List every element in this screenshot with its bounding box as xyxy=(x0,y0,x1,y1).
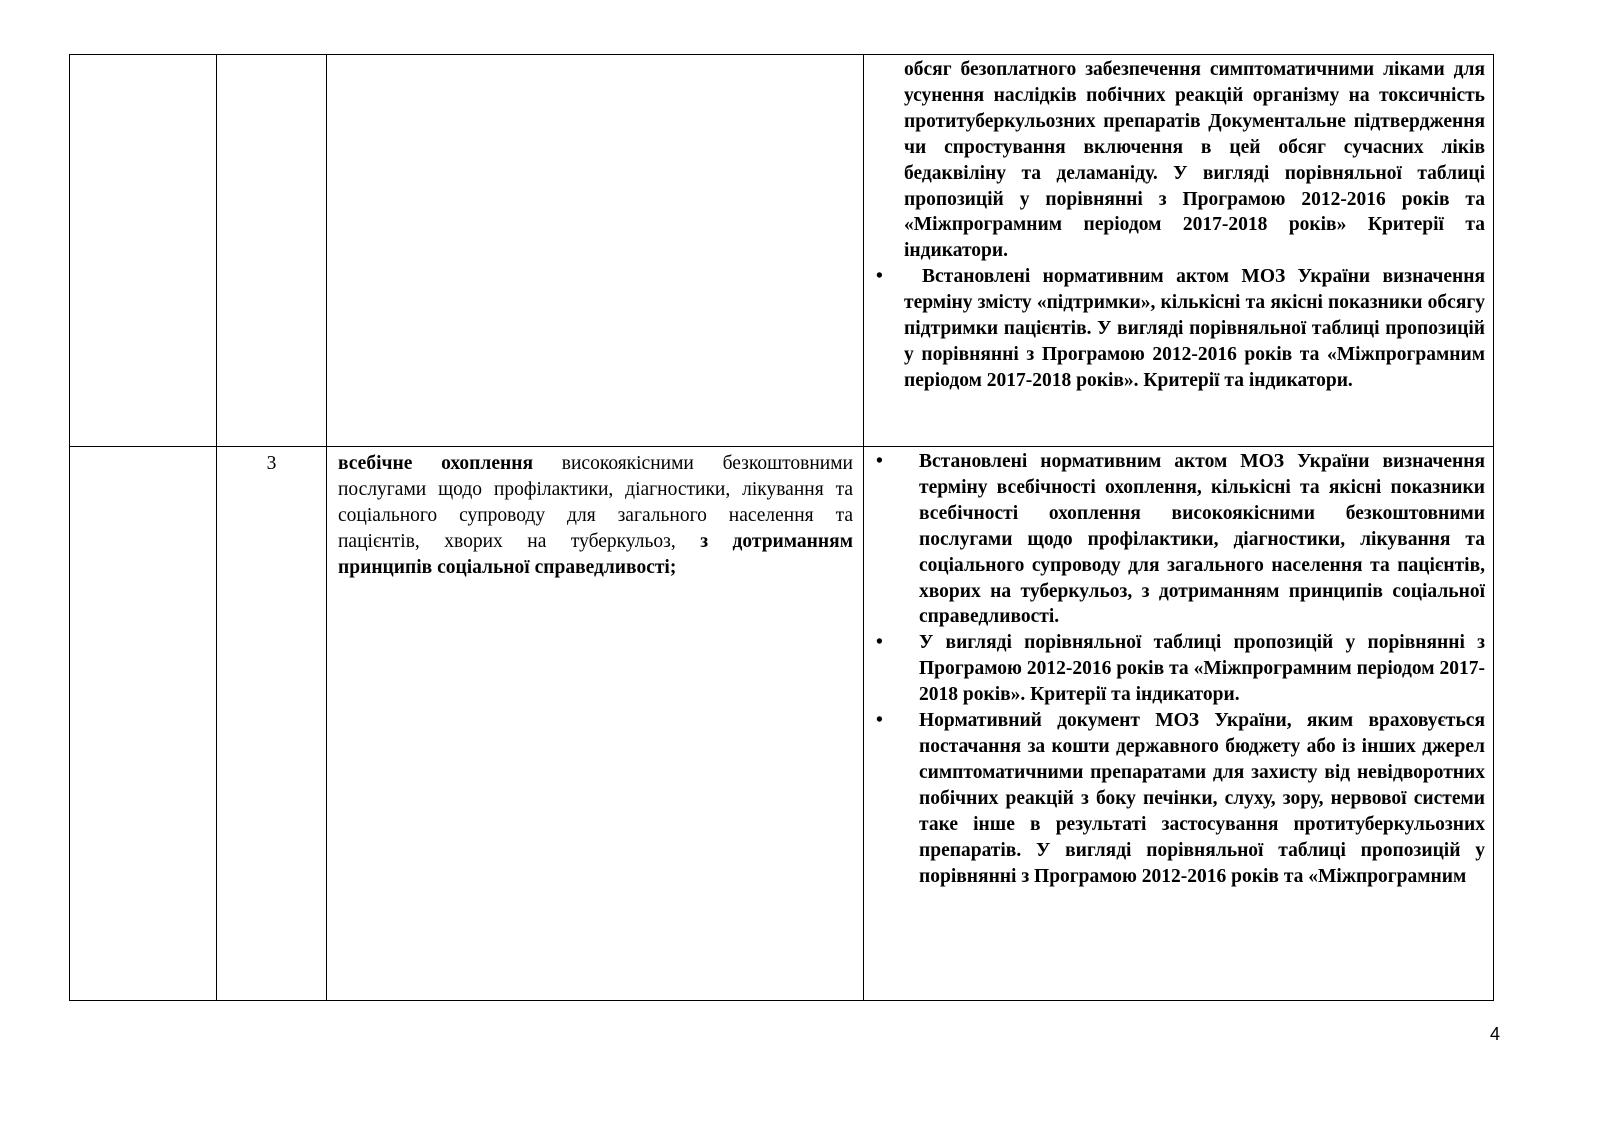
bullet-text: Встановлені нормативним актом МОЗ України визначення терміну змісту «підтримки», кількісні та якісні показники обсягу підтримки пацієнтів. У вигляді порівняльної таблиці пропозицій у порівнянні з Програмою 2012-2016 років та «Міжпрограмним періодом 2017-2018 років». Критерії та індикатори. xyxy=(904,266,1485,391)
page-number: 4 xyxy=(1490,1024,1501,1044)
row-number: 3 xyxy=(217,447,327,1001)
list-item xyxy=(876,449,1485,630)
table-cell-empty xyxy=(70,447,217,1001)
bullet-icon: • xyxy=(876,632,883,654)
bullet-text: У вигляді порівняльної таблиці пропозицій у порівнянні з Програмою 2012-2016 років та «Міжпрограмним періодом 2017-2018 років». Критерії та індикатори. xyxy=(919,632,1485,706)
description-text: високоякісними безкоштовними послугами щодо профілактики, діагностики, лікування та соціального супроводу для загального населення та пацієнтів, хворих на туберкульоз, xyxy=(338,453,853,552)
indicator-bullet-list xyxy=(876,449,1485,889)
table-row xyxy=(70,55,1494,447)
bullet-icon: • xyxy=(876,710,883,732)
indicator-continuation-text: обсяг безоплатного забезпечення симптоматичними ліками для усунення наслідків побічних реакцій організму на токсичність протитуберкульозних препаратів Документальне підтвердження чи спростування включення в цей обсяг сучасних ліків бедаквіліну та деламаніду. У вигляді порівняльної таблиці пропозицій у порівнянні з Програмою 2012-2016 років та «Міжпрограмним періодом 2017-2018 років» Критерії та індикатори. xyxy=(904,59,1485,262)
table-cell-empty xyxy=(217,55,327,447)
bullet-icon: • xyxy=(876,266,883,288)
bullet-text: Нормативний документ МОЗ України, яким враховується постачання за кошти державного бюджету або із інших джерел симптоматичними препаратами для захисту від невідворотних побічних реакцій з боку печінки, слуху, зору, нервової системи таке інше в результаті застосування протитуберкульозних препаратів. У вигляді порівняльної таблиці пропозицій у порівнянні з Програмою 2012-2016 років та «Міжпрограмним xyxy=(919,710,1485,887)
list-item xyxy=(876,708,1485,889)
program-comparison-table xyxy=(69,54,1494,1001)
task-description-cell xyxy=(327,447,864,1001)
indicator-bullet-list xyxy=(876,264,1485,394)
list-item xyxy=(876,264,1485,394)
bullet-icon: • xyxy=(876,451,883,472)
table-cell-empty xyxy=(327,55,864,447)
table-row xyxy=(70,447,1494,1001)
indicators-cell xyxy=(864,55,1494,447)
bullet-text: Встановлені нормативним актом МОЗ України визначення терміну всебічності охоплення, кількісні та якісні показники всебічності охоплення високоякісними безкоштовними послугами щодо профілактики, діагностики, лікування та соціального супроводу для загального населення та пацієнтів, хворих на туберкульоз, з дотриманням принципів соціальної справедливості. xyxy=(919,451,1485,628)
table-cell-empty xyxy=(70,55,217,447)
indicators-cell xyxy=(864,447,1494,1001)
description-bold-lead: всебічне охоплення xyxy=(338,453,534,474)
list-item xyxy=(876,630,1485,708)
description-bold-tail: з дотриманням принципів соціальної справедливості; xyxy=(338,530,853,578)
